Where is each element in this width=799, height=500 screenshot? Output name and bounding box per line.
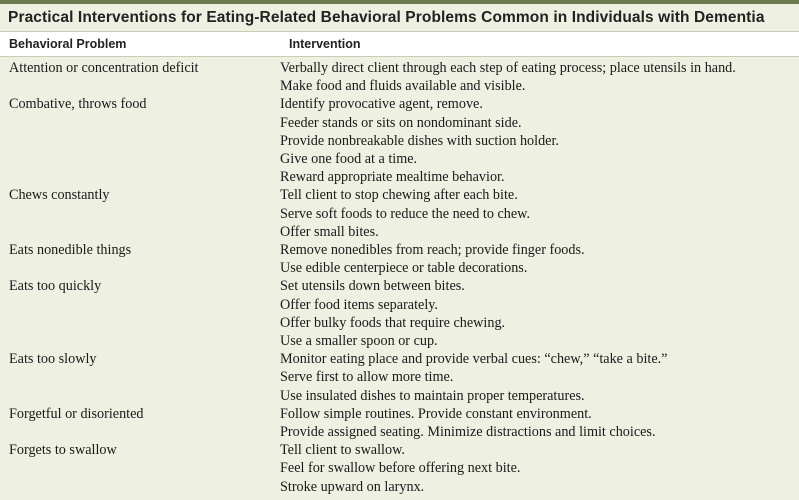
intervention-line: Provide assigned seating. Minimize distractions and limit choices. bbox=[280, 424, 656, 441]
intervention-line: Stroke upward on larynx. bbox=[280, 478, 425, 495]
table-row bbox=[0, 405, 799, 441]
intervention-line: Monitor eating place and provide verbal cues: “chew,” “take a bite.” bbox=[280, 351, 668, 368]
table-row bbox=[0, 277, 799, 350]
intervention-cell bbox=[280, 277, 799, 350]
intervention-line: Tell client to stop chewing after each bite. bbox=[280, 187, 518, 204]
intervention-cell bbox=[280, 59, 799, 95]
intervention-line: Verbally direct client through each step of eating process; place utensils in hand. bbox=[280, 60, 736, 76]
header-intervention: Intervention bbox=[289, 37, 361, 51]
table-row bbox=[0, 350, 799, 405]
intervention-line: Follow simple routines. Provide constant environment. bbox=[280, 405, 592, 422]
intervention-line: Remove nonedibles from reach; provide finger foods. bbox=[280, 242, 585, 259]
intervention-line: Tell client to swallow. bbox=[280, 442, 405, 459]
intervention-cell bbox=[280, 95, 799, 186]
intervention-line: Use a smaller spoon or cup. bbox=[280, 333, 438, 350]
intervention-cell bbox=[280, 441, 799, 496]
intervention-cell bbox=[280, 186, 799, 241]
intervention-line: Offer food items separately. bbox=[280, 296, 438, 313]
table-header bbox=[0, 31, 799, 57]
intervention-line: Feel for swallow before offering next bite. bbox=[280, 460, 521, 477]
intervention-line: Offer bulky foods that require chewing. bbox=[280, 314, 506, 331]
intervention-line: Feeder stands or sits on nondominant side. bbox=[280, 114, 522, 131]
table-body bbox=[0, 57, 799, 500]
intervention-line: Use insulated dishes to maintain proper temperatures. bbox=[280, 387, 585, 404]
intervention-line: Use edible centerpiece or table decorations. bbox=[280, 260, 528, 277]
table-row bbox=[0, 186, 799, 241]
intervention-cell bbox=[280, 405, 799, 441]
intervention-cell bbox=[280, 241, 799, 277]
behavioral-problem-cell: Forgetful or disoriented bbox=[9, 405, 144, 422]
behavioral-problem-cell: Chews constantly bbox=[9, 187, 110, 204]
intervention-line: Give one food at a time. bbox=[280, 151, 418, 168]
behavioral-problem-cell: Eats too slowly bbox=[9, 351, 97, 368]
intervention-line: Identify provocative agent, remove. bbox=[280, 96, 483, 113]
intervention-line: Reward appropriate mealtime behavior. bbox=[280, 169, 505, 186]
intervention-line: Set utensils down between bites. bbox=[280, 278, 465, 295]
table-title: Practical Interventions for Eating-Related Behavioral Problems Common in Individuals with Dementia bbox=[0, 4, 799, 31]
behavioral-problem-cell: Forgets to swallow bbox=[9, 442, 117, 459]
behavioral-problem-cell: Combative, throws food bbox=[9, 96, 147, 113]
header-behavioral-problem: Behavioral Problem bbox=[9, 37, 127, 51]
behavioral-problem-cell: Attention or concentration deficit bbox=[9, 60, 199, 76]
intervention-cell bbox=[280, 350, 799, 405]
table-row bbox=[0, 241, 799, 277]
intervention-line: Make food and fluids available and visible. bbox=[280, 78, 526, 95]
behavioral-problem-cell: Eats nonedible things bbox=[9, 242, 132, 259]
table-row bbox=[0, 59, 799, 95]
intervention-line: Serve soft foods to reduce the need to chew. bbox=[280, 205, 531, 222]
table-row bbox=[0, 95, 799, 186]
intervention-line: Serve first to allow more time. bbox=[280, 369, 454, 386]
intervention-line: Offer small bites. bbox=[280, 223, 379, 240]
behavioral-problem-cell: Eats too quickly bbox=[9, 278, 102, 295]
intervention-line: Provide nonbreakable dishes with suction holder. bbox=[280, 132, 559, 149]
table-row bbox=[0, 441, 799, 496]
